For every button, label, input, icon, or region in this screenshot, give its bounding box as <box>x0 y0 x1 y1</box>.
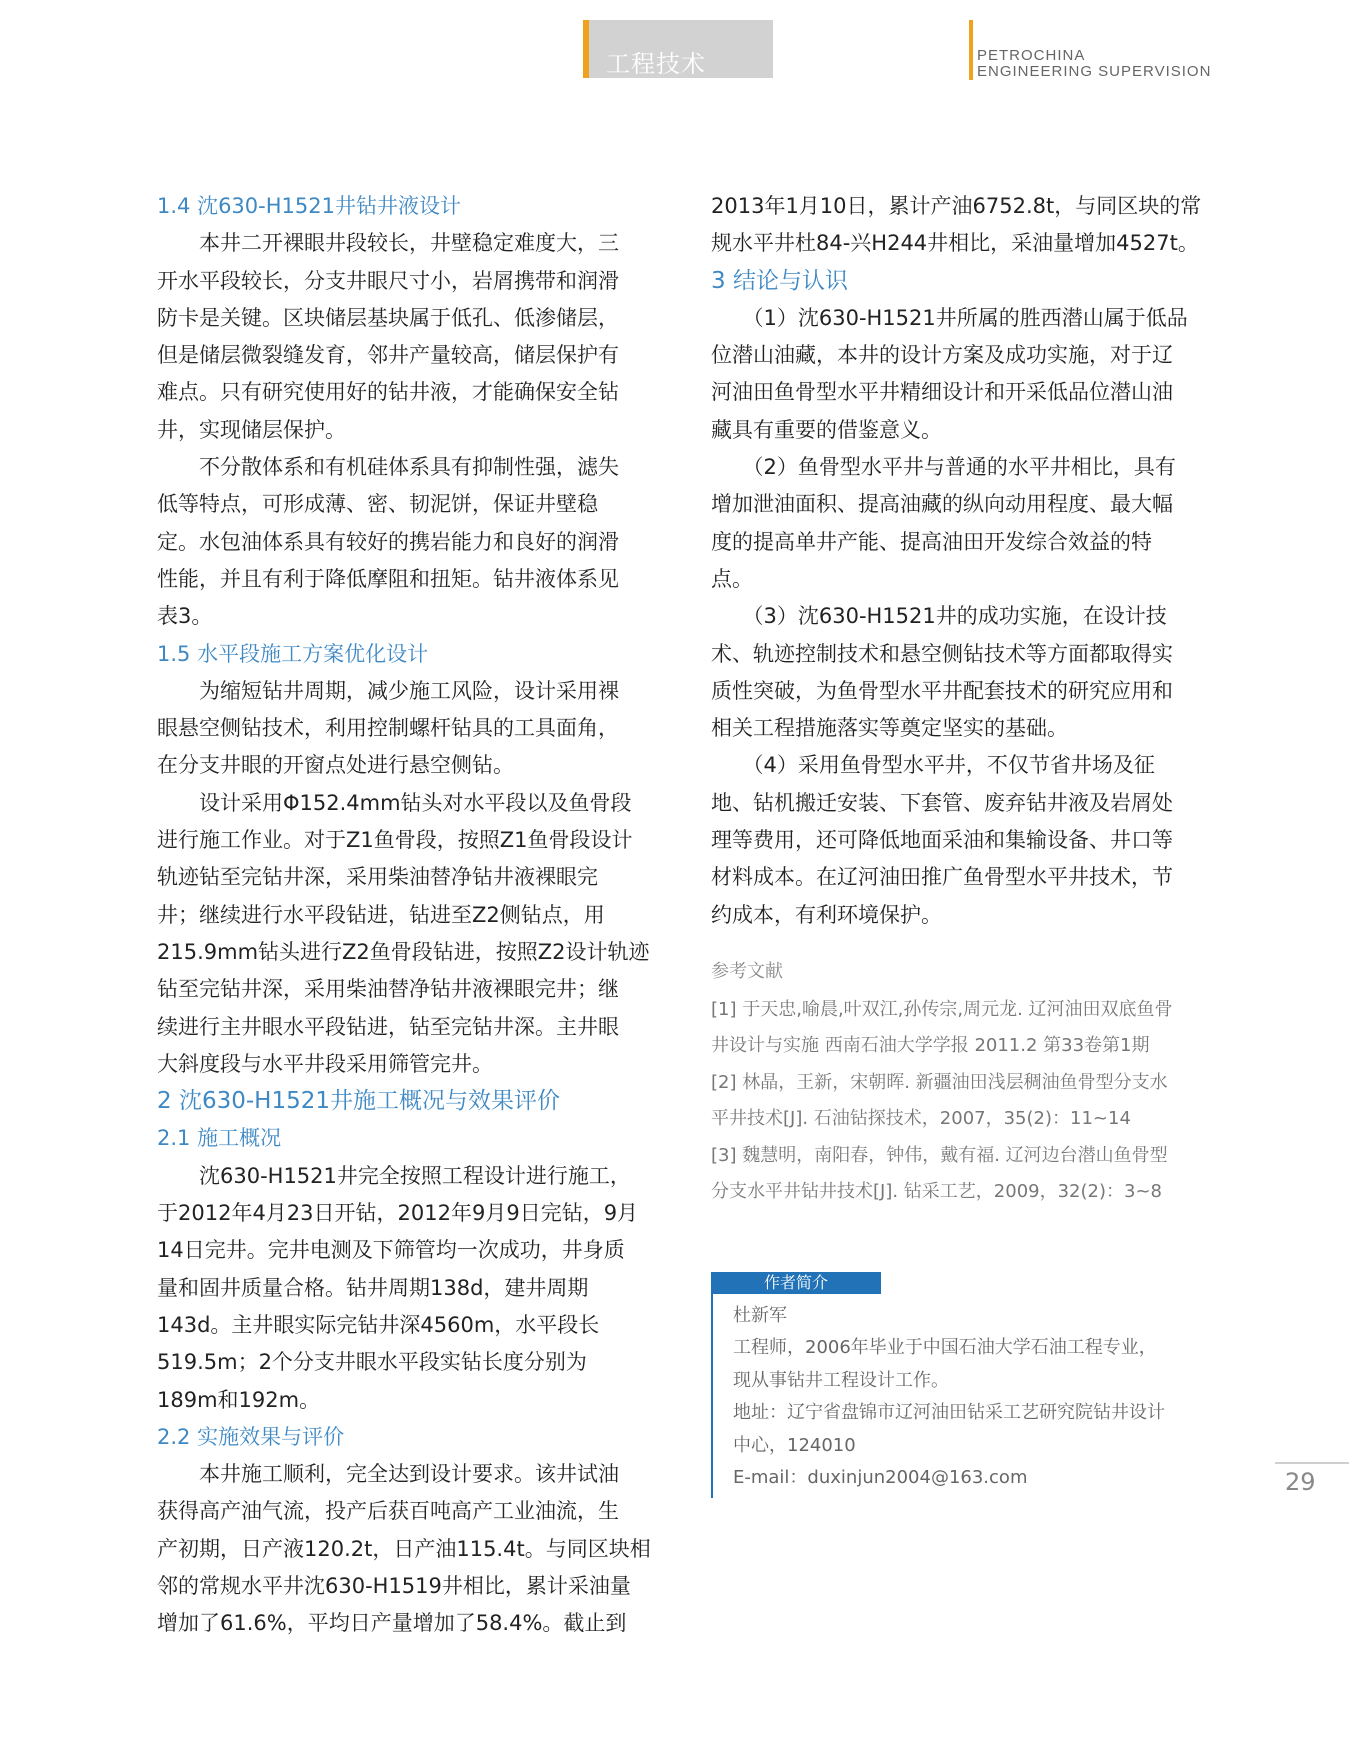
body-text-line: 量和固井质量合格。钻井周期138d，建井周期 <box>157 1275 589 1300</box>
body-text-line: 14日完井。完井电测及下筛管均一次成功，井身质 <box>157 1238 625 1263</box>
author-bio-line: 地址：辽宁省盘锦市辽河油田钻采工艺研究院钻井设计 <box>733 1402 1165 1424</box>
body-text-line: 低等特点，可形成薄、密、韧泥饼，保证井壁稳 <box>157 492 598 517</box>
body-text-line: 位潜山油藏，本井的设计方案及成功实施，对于辽 <box>711 343 1173 368</box>
author-bio-tag: 作者简介 <box>711 1272 881 1294</box>
body-text-line: 2013年1月10日，累计产油6752.8t，与同区块的常 <box>711 194 1202 218</box>
body-text-line: 215.9mm钻头进行Z2鱼骨段钻进，按照Z2设计轨迹 <box>157 939 650 964</box>
body-text-line: 本井二开裸眼井段较长，井壁稳定难度大，三 <box>157 231 619 256</box>
body-text-line: 地、钻机搬迁安装、下套管、废弃钻井液及岩屑处 <box>711 790 1173 815</box>
journal-name-line1: PETROCHINA <box>977 47 1086 64</box>
right-column <box>711 188 1208 1211</box>
section-heading: 2 沈630-H1521井施工概况与效果评价 <box>157 1088 560 1115</box>
body-text-line: 不分散体系和有机硅体系具有抑制性强，滤失 <box>157 455 619 480</box>
author-bio-line: E-mail：duxinjun2004@163.com <box>733 1467 1028 1489</box>
author-bio-line: 现从事钻井工程设计工作。 <box>733 1369 949 1391</box>
body-text-line: 术、轨迹控制技术和悬空侧钻技术等方面都取得实 <box>711 641 1173 666</box>
author-bio-line: 中心，124010 <box>733 1434 856 1456</box>
page-number: 29 <box>1285 1468 1316 1496</box>
body-text-line: 表3。 <box>157 604 213 629</box>
reference-line: 井设计与实施 西南石油大学学报 2011.2 第33卷第1期 <box>711 1035 1150 1057</box>
reference-line: 分支水平井钻井技术[J]. 钻采工艺，2009，32(2)：3~8 <box>711 1181 1162 1203</box>
body-text-line: 约成本，有利环境保护。 <box>711 902 942 927</box>
author-bio <box>709 1272 1209 1498</box>
subsection-heading: 2.1 施工概况 <box>157 1126 282 1151</box>
body-text-line: 眼悬空侧钻技术，利用控制螺杆钻具的工具面角， <box>157 716 619 741</box>
journal-name <box>977 48 1211 80</box>
body-text-line: 189m和192m。 <box>157 1387 321 1412</box>
page-number-rule <box>1275 1462 1349 1464</box>
body-text-line: （1）沈630-H1521井所属的胜西潜山属于低品 <box>711 305 1188 330</box>
reference-line: [3] 魏慧明，南阳春，钟伟，戴有福. 辽河边台潜山鱼骨型 <box>711 1144 1168 1166</box>
body-text-line: 材料成本。在辽河油田推广鱼骨型水平井技术，节 <box>711 865 1173 890</box>
references-list <box>711 992 1208 1211</box>
author-bio-line: 工程师，2006年毕业于中国石油大学石油工程专业， <box>733 1337 1157 1359</box>
body-text-line: 理等费用，还可降低地面采油和集输设备、井口等 <box>711 828 1173 853</box>
body-text-line: 井；继续进行水平段钻进，钻进至Z2侧钻点，用 <box>157 902 605 927</box>
section-heading: 3 结论与认识 <box>711 267 848 294</box>
body-text-line: 设计采用Φ152.4mm钻头对水平段以及鱼骨段 <box>157 790 632 815</box>
body-text-line: 增加泄油面积、提高油藏的纵向动用程度、最大幅 <box>711 492 1173 517</box>
body-text-line: 本井施工顺利，完全达到设计要求。该井试油 <box>157 1462 619 1487</box>
body-text-line: 规水平井杜84-兴H244井相比，采油量增加4527t。 <box>711 231 1199 256</box>
body-text-line: （2）鱼骨型水平井与普通的水平井相比，具有 <box>711 455 1176 480</box>
body-text-line: 质性突破，为鱼骨型水平井配套技术的研究应用和 <box>711 678 1173 703</box>
body-text-line: 定。水包油体系具有较好的携岩能力和良好的润滑 <box>157 529 619 554</box>
journal-accent <box>969 20 973 80</box>
body-text-line: 于2012年4月23日开钻，2012年9月9日完钻，9月 <box>157 1201 639 1226</box>
reference-line: [1] 于天忠,喻晨,叶双江,孙传宗,周元龙. 辽河油田双底鱼骨 <box>711 998 1173 1020</box>
body-text-line: 轨迹钻至完钻井深，采用柴油替净钻井液裸眼完 <box>157 865 598 890</box>
section-tab-accent <box>583 20 589 78</box>
reference-line: 平井技术[J]. 石油钻探技术，2007，35(2)：11~14 <box>711 1108 1131 1130</box>
subsection-heading: 2.2 实施效果与评价 <box>157 1424 345 1449</box>
right-column-body <box>711 188 1208 934</box>
body-text-line: （3）沈630-H1521井的成功实施，在设计技 <box>711 604 1167 629</box>
body-text-line: 度的提高单井产能、提高油田开发综合效益的特 <box>711 529 1152 554</box>
body-text-line: （4）采用鱼骨型水平井，不仅节省井场及征 <box>711 753 1155 778</box>
reference-line: [2] 林晶，王新，宋朝晖. 新疆油田浅层稠油鱼骨型分支水 <box>711 1071 1168 1093</box>
body-text-line: 点。 <box>711 566 753 591</box>
body-text-line: 在分支井眼的开窗点处进行悬空侧钻。 <box>157 753 514 778</box>
subsection-heading: 1.4 沈630-H1521井钻井液设计 <box>157 194 461 218</box>
body-text-line: 河油田鱼骨型水平井精细设计和开采低品位潜山油 <box>711 380 1173 405</box>
body-text-line: 难点。只有研究使用好的钻井液，才能确保安全钻 <box>157 380 619 405</box>
body-text-line: 钻至完钻井深，采用柴油替净钻井液裸眼完井；继 <box>157 977 619 1002</box>
body-text-line: 井，实现储层保护。 <box>157 417 346 442</box>
body-text-line: 邻的常规水平井沈630-H1519井相比，累计采油量 <box>157 1573 631 1598</box>
body-text-line: 但是储层微裂缝发育，邻井产量较高，储层保护有 <box>157 343 619 368</box>
references-title: 参考文献 <box>711 960 783 982</box>
body-text-line: 沈630-H1521井完全按照工程设计进行施工， <box>157 1163 631 1188</box>
left-column <box>157 188 654 1643</box>
body-text-line: 藏具有重要的借鉴意义。 <box>711 417 942 442</box>
author-bio-body <box>711 1294 1209 1498</box>
body-text-line: 进行施工作业。对于Z1鱼骨段，按照Z1鱼骨段设计 <box>157 828 633 853</box>
body-text-line: 获得高产油气流，投产后获百吨高产工业油流，生 <box>157 1499 619 1524</box>
section-title: 工程技术 <box>606 50 706 78</box>
body-text-line: 开水平段较长，分支井眼尺寸小，岩屑携带和润滑 <box>157 268 619 293</box>
body-text-line: 续进行主井眼水平段钻进，钻至完钻井深。主井眼 <box>157 1014 619 1039</box>
journal-name-line2: ENGINEERING SUPERVISION <box>977 63 1212 80</box>
body-text-line: 防卡是关键。区块储层基块属于低孔、低渗储层， <box>157 305 619 330</box>
body-text-line: 519.5m；2个分支井眼水平段实钻长度分别为 <box>157 1350 587 1375</box>
body-text-line: 143d。主井眼实际完钻井深4560m，水平段长 <box>157 1312 600 1337</box>
body-text-line: 为缩短钻井周期，减少施工风险，设计采用裸 <box>157 678 619 703</box>
author-name: 杜新军 <box>733 1305 787 1326</box>
body-text-line: 增加了61.6%，平均日产量增加了58.4%。截止到 <box>157 1611 627 1636</box>
body-text-line: 性能，并且有利于降低摩阻和扭矩。钻井液体系见 <box>157 566 619 591</box>
subsection-heading: 1.5 水平段施工方案优化设计 <box>157 641 429 666</box>
body-text-line: 相关工程措施落实等奠定坚实的基础。 <box>711 716 1068 741</box>
body-text-line: 产初期，日产液120.2t，日产油115.4t。与同区块相 <box>157 1536 651 1561</box>
body-text-line: 大斜度段与水平井段采用筛管完井。 <box>157 1051 493 1076</box>
